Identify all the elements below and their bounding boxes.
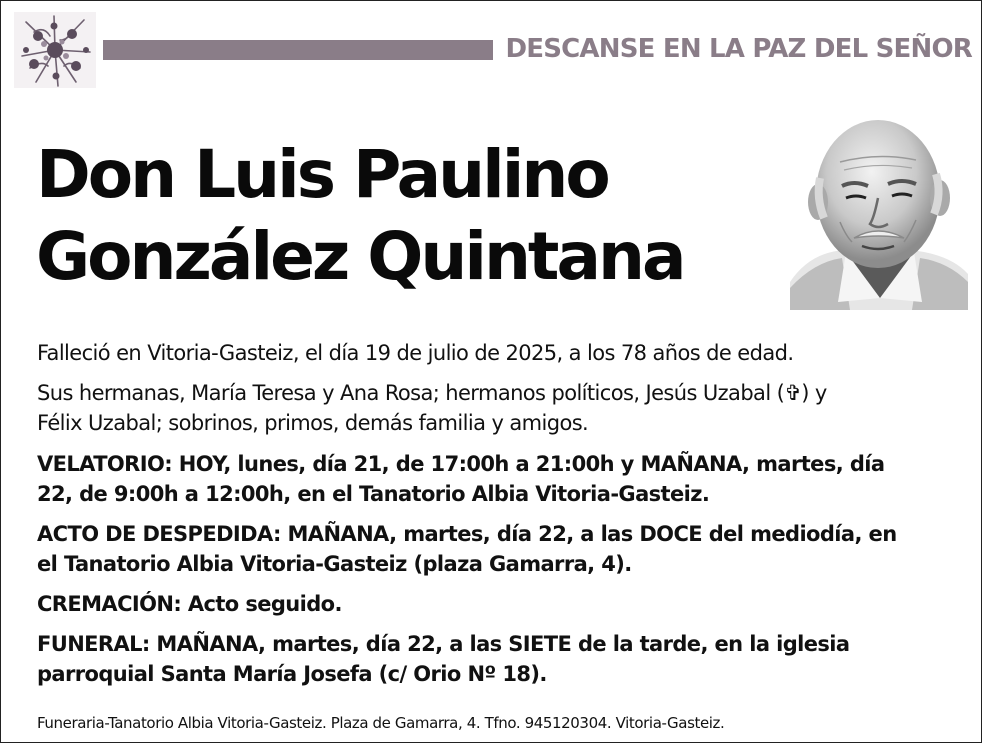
velatorio-paragraph	[37, 449, 957, 509]
name-line-1: Don Luis Paulino	[36, 136, 608, 213]
name-line-2: González Quintana	[36, 218, 684, 295]
header-title: DESCANSE EN LA PAZ DEL SEÑOR	[505, 34, 972, 64]
funeral-line-1: FUNERAL: MAÑANA, martes, día 22, a las SIETE de la tarde, en la iglesia	[37, 632, 850, 656]
despedida-line-2: el Tanatorio Albia Vitoria-Gasteiz (plaza Gamarra, 4).	[37, 552, 632, 576]
funeral-paragraph	[37, 629, 957, 689]
death-line: Falleció en Vitoria-Gasteiz, el día 19 de julio de 2025, a los 78 años de edad.	[37, 341, 794, 365]
floral-ornament-icon	[14, 12, 96, 88]
family-line-2: Félix Uzabal; sobrinos, primos, demás familia y amigos.	[37, 411, 589, 435]
cremacion-paragraph	[37, 589, 957, 619]
velatorio-line-2: 22, de 9:00h a 12:00h, en el Tanatorio Albia Vitoria-Gasteiz.	[37, 482, 710, 506]
portrait-photo	[790, 102, 968, 310]
funeral-line-2: parroquial Santa María Josefa (c/ Orio Nº 18).	[37, 662, 547, 686]
footer-funeral-home: Funeraria-Tanatorio Albia Vitoria-Gasteiz. Plaza de Gamarra, 4. Tfno. 945120304. Vitoria-Gasteiz.	[37, 714, 725, 732]
velatorio-line-1: VELATORIO: HOY, lunes, día 21, de 17:00h a 21:00h y MAÑANA, martes, día	[37, 452, 885, 476]
family-paragraph	[37, 378, 957, 438]
death-paragraph	[37, 338, 957, 368]
deceased-name	[36, 134, 776, 298]
header-bar	[103, 40, 493, 60]
family-line-1: Sus hermanas, María Teresa y Ana Rosa; hermanos políticos, Jesús Uzabal (✞) y	[37, 381, 827, 405]
cremacion-line: CREMACIÓN: Acto seguido.	[37, 592, 342, 616]
despedida-line-1: ACTO DE DESPEDIDA: MAÑANA, martes, día 22, a las DOCE del mediodía, en	[37, 522, 897, 546]
despedida-paragraph	[37, 519, 957, 579]
